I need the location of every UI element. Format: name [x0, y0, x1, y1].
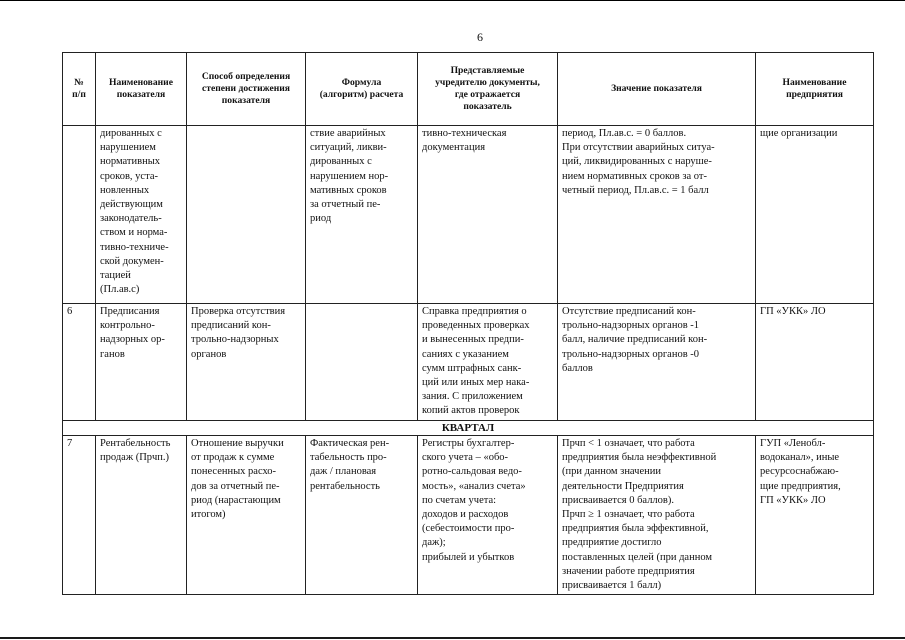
cell-indicator-name: Рентабельность продаж (Пpчп.) — [96, 436, 187, 595]
section-title: КВАРТАЛ — [63, 421, 874, 436]
cell-documents: Справка предприятия о проведенных проверках и вынесенных предпи- саниях с указанием сумм штрафных санк- ций или иных мер нака- зания. С приложением копий актов проверок — [418, 304, 558, 421]
cell-method — [187, 126, 306, 304]
table-row-7 — [63, 436, 874, 595]
cell-value: Отсутствие предписаний кон- трольно-надзорных органов -1 балл, наличие предписаний кон- трольно-надзорных органов -0 баллов — [558, 304, 756, 421]
table-header-row — [63, 53, 874, 126]
cell-number: 7 — [63, 436, 96, 595]
table-row-continuation — [63, 126, 874, 304]
cell-enterprise: ГУП «Ленобл- водоканал», иные ресурсоснабжаю- щие предприятия, ГП «УКК» ЛО — [756, 436, 874, 595]
header-documents: Представляемые учредителю документы, где отражается показатель — [418, 53, 558, 126]
cell-value: период, Пл.ав.с. = 0 баллов. При отсутствии аварийных ситуа- ций, ликвидированных с наруше- нием нормативных сроков за от- четный период, Пл.ав.с. = 1 балл — [558, 126, 756, 304]
cell-formula — [306, 304, 418, 421]
header-enterprise: Наименование предприятия — [756, 53, 874, 126]
section-row — [63, 421, 874, 436]
cell-number — [63, 126, 96, 304]
page-number: 6 — [477, 30, 483, 44]
header-value: Значение показателя — [558, 53, 756, 126]
cell-indicator-name: дированных с нарушением нормативных сроков, уста- новленных действующим законодатель- ством и норма- тивно-техниче- ской докумен- тацией (Пл.ав.с) — [96, 126, 187, 304]
cell-formula: Фактическая рен- табельность про- даж / плановая рентабельность — [306, 436, 418, 595]
cell-method: Отношение выручки от продаж к сумме понесенных расхо- дов за отчетный пе- риод (нарастающим итогом) — [187, 436, 306, 595]
header-formula: Формула (алгоритм) расчета — [306, 53, 418, 126]
cell-indicator-name: Предписания контрольно- надзорных ор- ганов — [96, 304, 187, 421]
cell-value: Прчп < 1 означает, что работа предприятия была неэффективной (при данном значении деятельности Предприятия присваивается 0 баллов). Прчп ≥ 1 означает, что работа предприятия была эффективной, предприятие достигло поставленных целей (при данном значении работе предприятия присваивается 1 балл) — [558, 436, 756, 595]
table-row-6 — [63, 304, 874, 421]
cell-number: 6 — [63, 304, 96, 421]
header-method: Способ определения степени достижения показателя — [187, 53, 306, 126]
cell-documents: Регистры бухгалтер- ского учета – «обо- ротно-сальдовая ведо- мость», «анализ счета» по счетам учета: доходов и расходов (себестоимости про- даж); прибылей и убытков — [418, 436, 558, 595]
indicators-table — [62, 52, 874, 595]
bottom-edge — [0, 637, 905, 639]
cell-enterprise: ГП «УКК» ЛО — [756, 304, 874, 421]
header-indicator-name: Наименование показателя — [96, 53, 187, 126]
header-number: № п/п — [63, 53, 96, 126]
top-edge — [0, 0, 905, 1]
cell-documents: тивно-техническая документация — [418, 126, 558, 304]
cell-enterprise: щие организации — [756, 126, 874, 304]
cell-formula: ствие аварийных ситуаций, ликви- дированных с нарушением нор- мативных сроков за отчетный пе- риод — [306, 126, 418, 304]
cell-method: Проверка отсутствия предписаний кон- трольно-надзорных органов — [187, 304, 306, 421]
